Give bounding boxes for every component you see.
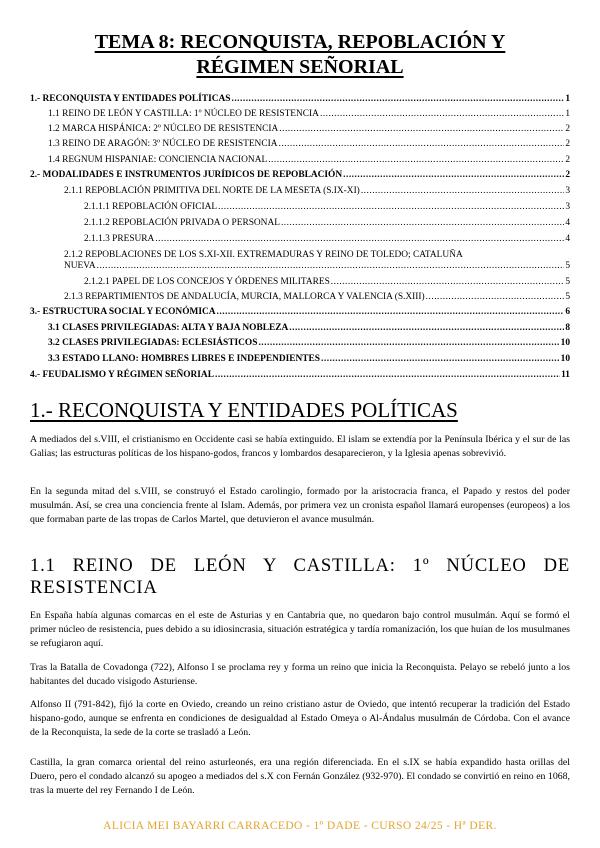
- toc-page-number: 2: [565, 170, 570, 180]
- subsection-heading: 1.1 REINO DE LEÓN Y CASTILLA: 1º NÚCLEO DE RESISTENCIA: [30, 555, 570, 598]
- toc-leader: [217, 307, 565, 318]
- title-line-2: RÉGIMEN SEÑORIAL: [196, 56, 404, 78]
- toc-page-number: 2: [565, 155, 570, 165]
- toc-page-number: 3: [565, 202, 570, 212]
- toc-label: 3.3 ESTADO LLANO: HOMBRES LIBRES E INDEPENDIENTES: [48, 354, 321, 364]
- toc-leader: [331, 277, 565, 288]
- toc-leader: [289, 323, 564, 334]
- toc-label: 2.1.2 REPOBLACIONES DE LOS S.XI-XII. EXTREMADURAS Y REINO DE TOLEDO; CATALUÑA: [64, 250, 463, 260]
- toc-label: 2.- MODALIDADES E INSTRUMENTOS JURÍDICOS DE REPOBLACIÓN: [30, 170, 343, 180]
- toc-page-number: 5: [565, 277, 570, 287]
- toc-page-number: 2: [565, 124, 570, 134]
- toc-leader: [97, 261, 565, 272]
- toc-label: 2.1.1.1 REPOBLACIÓN OFICIAL: [84, 202, 218, 212]
- toc-entry-3-3[interactable]: [48, 354, 570, 365]
- toc-label: 3.2 CLASES PRIVILEGIADAS: ECLESIÁSTICOS: [48, 338, 258, 348]
- toc-label: 1.4 REGNUM HISPANIAE: CONCIENCIA NACIONAL: [48, 155, 268, 165]
- toc-leader: [279, 124, 564, 135]
- title-line-1: TEMA 8: RECONQUISTA, REPOBLACIÓN Y: [94, 31, 506, 53]
- paragraph: Castilla, la gran comarca oriental del reino asturleonés, era una región diferenciada. En el s.IX se había expandido hasta orillas del Duero, pero el condado alcanzó su apogeo a mediados del s.X con Fernán González (932-970). El condado se convirtió en reino en 1068, tras la muerte del rey Fernando I de León.: [30, 757, 570, 797]
- paragraph: A mediados del s.VIII, el cristianismo en Occidente casi se había extinguido. El islam se extendía por la Península Ibérica y el sur de las Galias; las estructuras políticas de los hispano-godos, francos y lombardos desaparecieron, y la Iglesia apenas sobrevivió.: [30, 434, 570, 460]
- paragraph: Tras la Batalla de Covadonga (722), Alfonso I se proclama rey y forma un reino que inicia la Reconquista. Pelayo se rebeló junto a los habitantes del ducado visigodo Asturiense.: [30, 662, 570, 688]
- toc-label: 1.1 REINO DE LEÓN Y CASTILLA: 1º NÚCLEO DE RESISTENCIA: [48, 109, 319, 119]
- toc-entry-2-1-1-3[interactable]: [84, 234, 570, 245]
- toc-label: 1.- RECONQUISTA Y ENTIDADES POLÍTICAS: [30, 94, 231, 104]
- toc-page-number: 4: [565, 234, 570, 244]
- toc-label: 3.1 CLASES PRIVILEGIADAS: ALTA Y BAJA NOBLEZA: [48, 323, 289, 333]
- toc-leader: [343, 170, 564, 181]
- toc-entry-2-1-2-1[interactable]: [84, 277, 570, 288]
- toc-entry-3-1[interactable]: [48, 323, 570, 334]
- toc-leader: [361, 186, 565, 197]
- toc-leader: [215, 370, 560, 381]
- paragraph: En la segunda mitad del s.VIII, se construyó el Estado carolingio, formado por la aristocracia franca, el Papado y restos del poder musulmán. Así, se crea una conciencia frente al Islam. Además, por primera vez un cronista español llamará europenses (europeos) a los que formaban parte de las tropas de Carlos Martel, que detuvieron el avance musulmán.: [30, 486, 570, 526]
- toc-entry-2[interactable]: [30, 170, 570, 181]
- toc-page-number: 2: [565, 139, 570, 149]
- page-footer: ALICIA MEI BAYARRI CARRACEDO - 1º DADE - CURSO 24/25 - Hª DER.: [103, 820, 497, 832]
- paragraph: En España había algunas comarcas en el este de Asturias y en Cantabria que, no quedaron bajo control musulmán. Aquí se formó el primer núcleo de resistencia, pues debido a su idiosincrasia, situación estratégica y tardía romanización, los que huían de los musulmanes se refugiaron aquí.: [30, 610, 570, 650]
- toc-entry-2-1-2[interactable]: [64, 250, 540, 261]
- toc-leader: [218, 202, 564, 213]
- toc-label: 4.- FEUDALISMO Y RÉGIMEN SEÑORIAL: [30, 370, 214, 380]
- document-title: [40, 30, 560, 80]
- toc-entry-2-1-3[interactable]: [64, 292, 570, 303]
- toc-leader: [426, 292, 565, 303]
- toc-label: 1.2 MARCA HISPÁNICA: 2º NÚCLEO DE RESISTENCIA: [48, 124, 279, 134]
- toc-entry-2-1-1-2[interactable]: [84, 218, 570, 229]
- toc-label: 2.1.1.3 PRESURA: [84, 234, 155, 244]
- toc-entry-1-2[interactable]: [48, 124, 570, 135]
- toc-entry-2-1-2-cont[interactable]: [64, 261, 570, 272]
- toc-entry-2-1-1[interactable]: [64, 186, 570, 197]
- toc-entry-2-1-1-1[interactable]: [84, 202, 570, 213]
- toc-page-number: 6: [565, 307, 570, 317]
- toc-label: 2.1.1.2 REPOBLACIÓN PRIVADA O PERSONAL: [84, 218, 280, 228]
- toc-label: 2.1.3 REPARTIMIENTOS DE ANDALUCÍA, MURCIA, MALLORCA Y VALENCIA (S.XIII): [64, 292, 425, 302]
- toc-leader: [155, 234, 564, 245]
- toc-entry-1[interactable]: [30, 94, 570, 105]
- toc-leader: [258, 338, 559, 349]
- toc-leader: [320, 109, 564, 120]
- toc-page-number: 1: [565, 109, 570, 119]
- toc-entry-1-3[interactable]: [48, 139, 570, 150]
- toc-entry-4[interactable]: [30, 370, 570, 381]
- toc-page-number: 5: [565, 261, 570, 271]
- toc-label: 2.1.2.1 PAPEL DE LOS CONCEJOS Y ÓRDENES MILITARES: [84, 277, 330, 287]
- toc-label-continued: NUEVA: [64, 261, 96, 271]
- toc-entry-1-1[interactable]: [48, 109, 570, 120]
- toc-label: 2.1.1 REPOBLACIÓN PRIMITIVA DEL NORTE DE LA MESETA (S.IX-XI): [64, 186, 360, 196]
- toc-leader: [278, 139, 564, 150]
- toc-label: 1.3 REINO DE ARAGÓN: 3º NÚCLEO DE RESISTENCIA: [48, 139, 278, 149]
- section-heading: 1.- RECONQUISTA Y ENTIDADES POLÍTICAS: [30, 398, 458, 422]
- toc-page-number: 10: [560, 354, 570, 364]
- toc-leader: [321, 354, 560, 365]
- toc-leader: [268, 155, 564, 166]
- toc-leader: [281, 218, 564, 229]
- toc-entry-1-4[interactable]: [48, 155, 570, 166]
- toc-leader: [231, 94, 564, 105]
- toc-page-number: 1: [565, 94, 570, 104]
- toc-page-number: 8: [565, 323, 570, 333]
- toc-page-number: 10: [560, 338, 570, 348]
- toc-entry-3[interactable]: [30, 307, 570, 318]
- toc-entry-3-2[interactable]: [48, 338, 570, 349]
- toc-page-number: 5: [565, 292, 570, 302]
- paragraph: Alfonso II (791-842), fijó la corte en Oviedo, creando un reino cristiano astur de Oviedo, que intentó recuperar la tradición del Estado hispano-godo, aunque se enfrenta en condiciones de desigualdad al Estado Omeya o Al-Ándalus musulmán de Córdoba. Con el avance de la Reconquista, la sede de la corte se trasladó a León.: [30, 699, 570, 739]
- toc-page-number: 3: [565, 186, 570, 196]
- toc-page-number: 4: [565, 218, 570, 228]
- toc-label: 3.- ESTRUCTURA SOCIAL Y ECONÓMICA: [30, 307, 216, 317]
- toc-page-number: 11: [561, 370, 570, 380]
